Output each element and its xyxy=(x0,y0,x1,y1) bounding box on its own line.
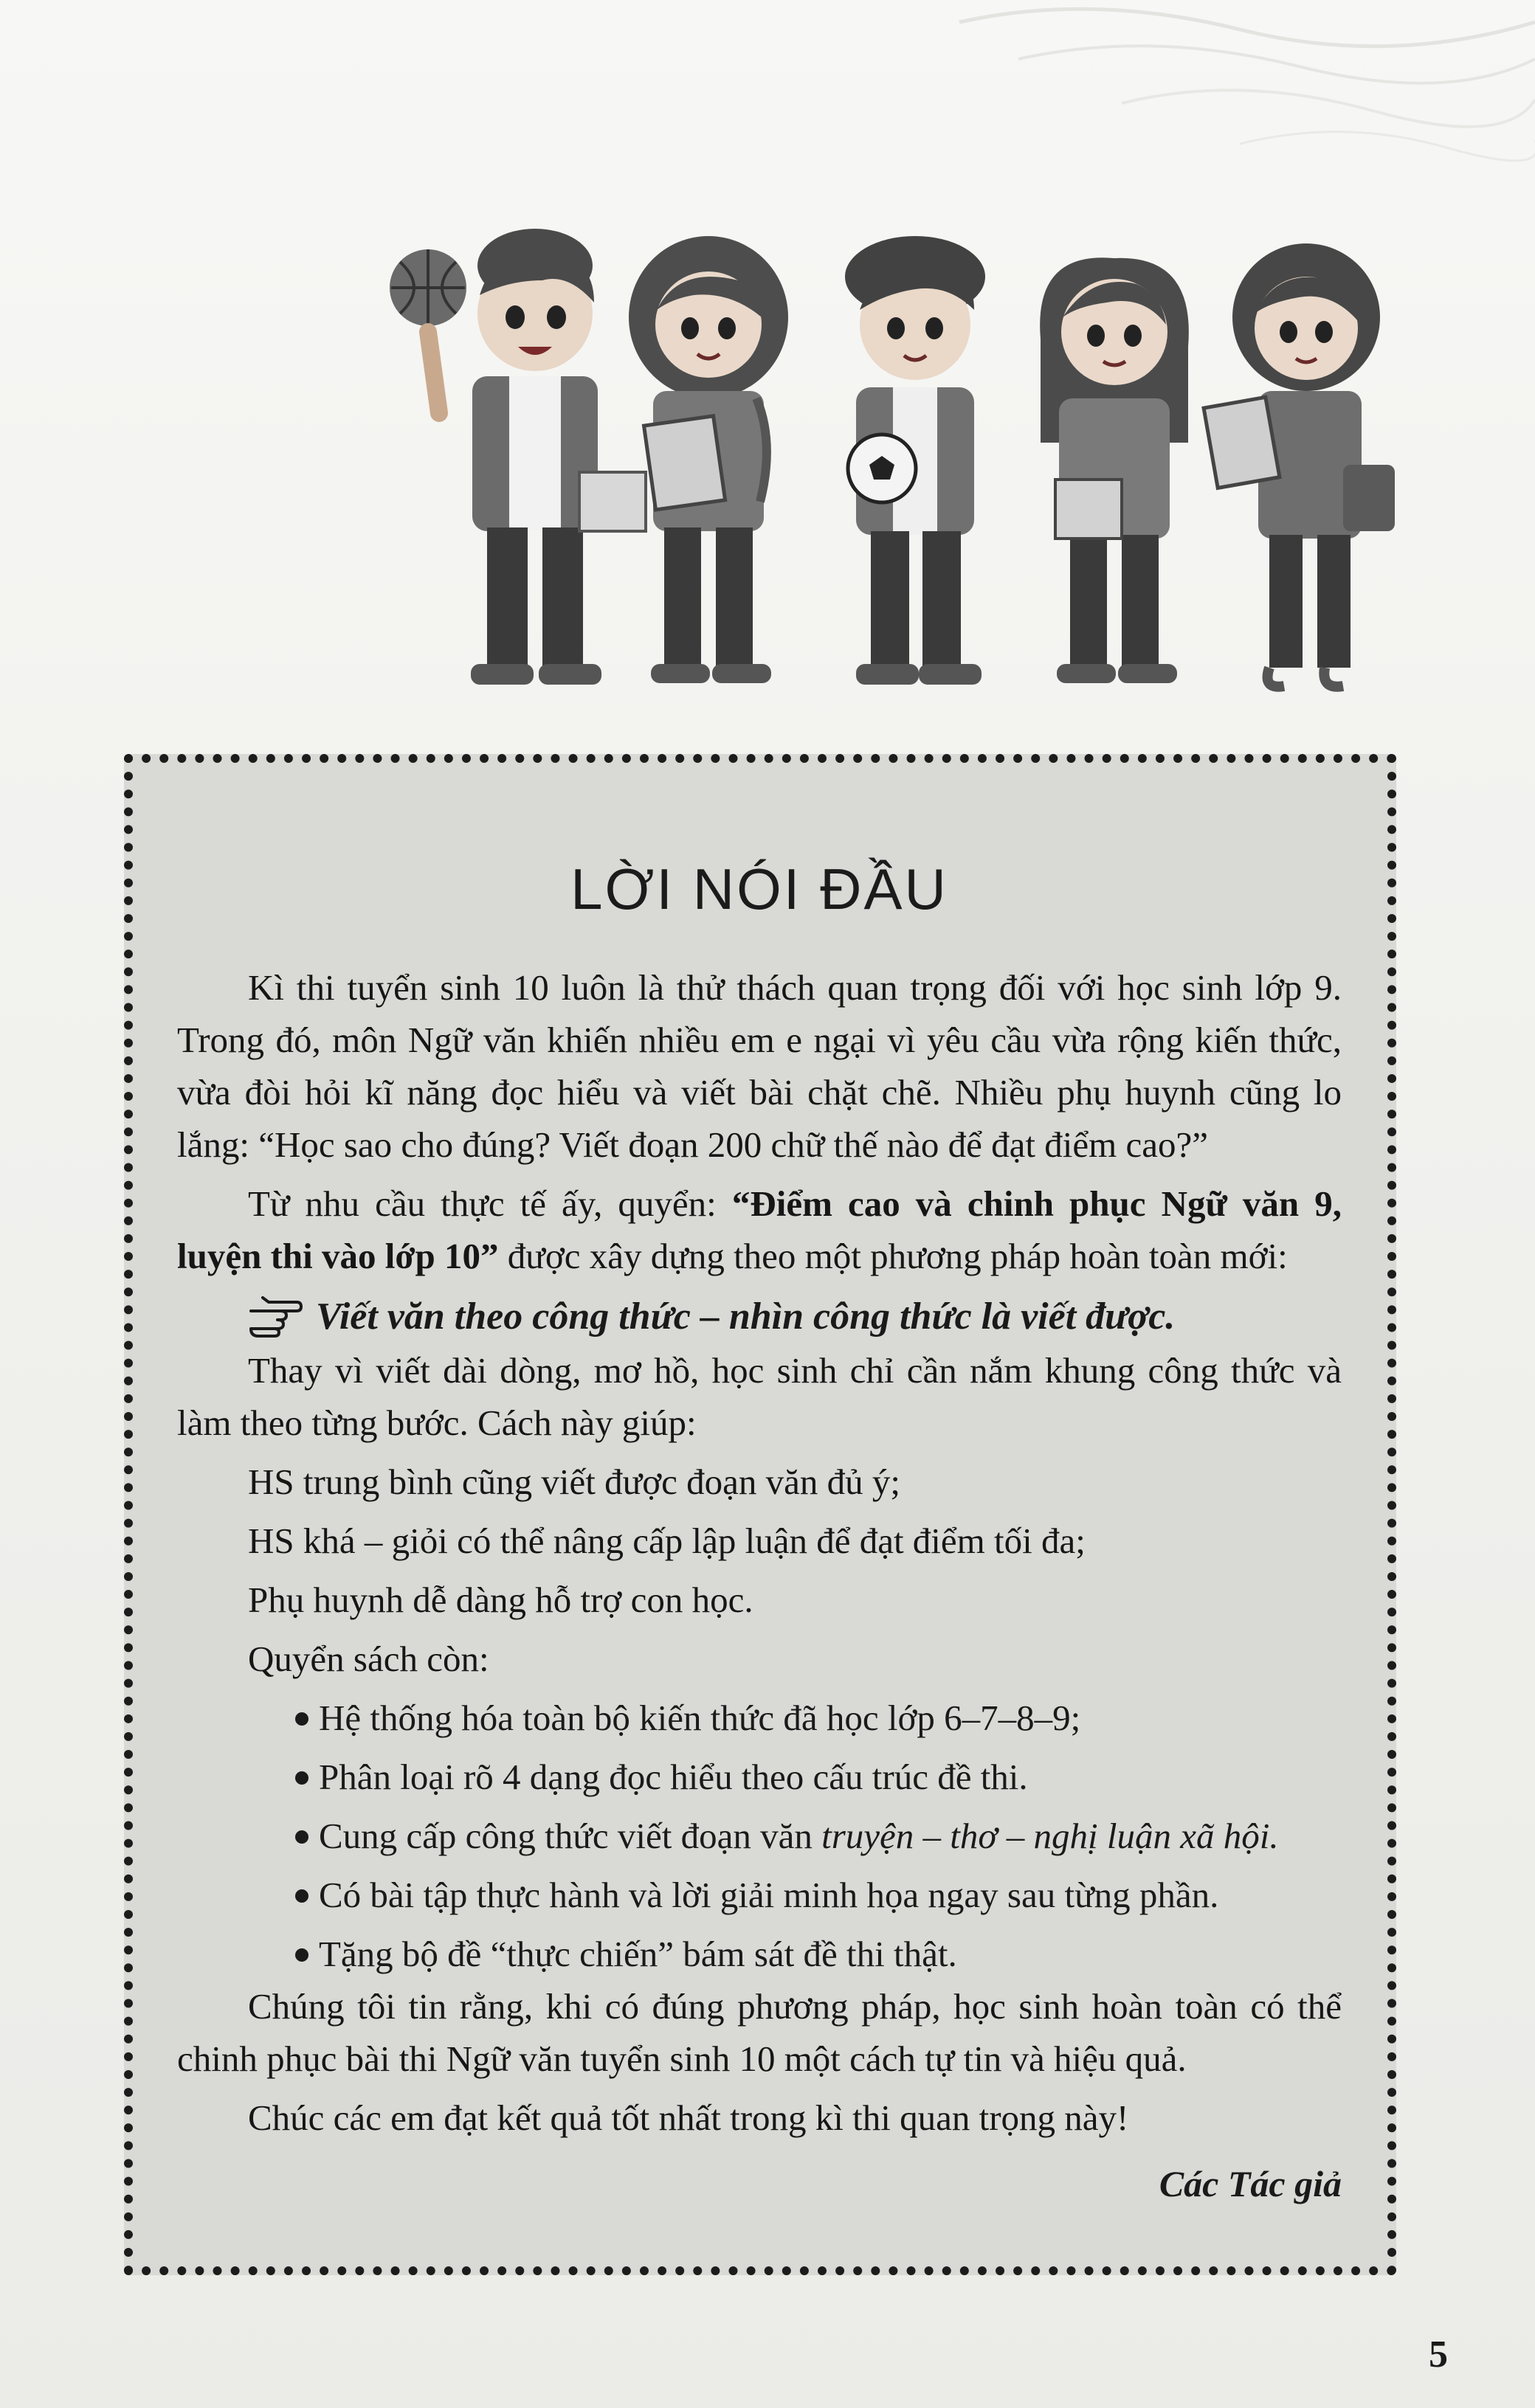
book-title-prefix: Từ nhu cầu thực tế ấy, quyển: xyxy=(248,1183,732,1224)
bullet-icon xyxy=(295,1948,308,1962)
basketball-icon xyxy=(390,249,466,326)
pointing-hand-icon xyxy=(248,1296,303,1338)
method-paragraph: Thay vì viết dài dòng, mơ hồ, học sinh chỉ cần nắm khung công thức và làm theo từng bước. Cách này giúp: xyxy=(177,1350,1342,1443)
preface-title: LỜI NÓI ĐẦU xyxy=(570,857,948,921)
student-girl-longhair xyxy=(1040,257,1189,683)
wish-paragraph: Chúc các em đạt kết quả tốt nhất trong kì thi quan trọng này! xyxy=(248,2097,1129,2138)
book-title: “Điểm cao và chinh phục Ngữ văn 9, luyện thi vào lớp 10” xyxy=(177,1183,1342,1276)
feature-list xyxy=(177,1692,1342,1980)
benefit-line-3: Phụ huynh dễ dàng hỗ trợ con học. xyxy=(248,1580,753,1620)
book-title-paragraph xyxy=(177,1177,1342,1282)
benefit-line-1: HS trung bình cũng viết được đoạn văn đủ ý; xyxy=(248,1461,900,1502)
soccer-ball-icon xyxy=(848,435,916,502)
page-number: 5 xyxy=(1429,2333,1448,2376)
intro-paragraph: Kì thi tuyển sinh 10 luôn là thử thách quan trọng đối với học sinh lớp 9. Trong đó, môn Ngữ văn khiến nhiều em e ngại vì yêu cầu vừa rộng kiến thức, vừa đòi hỏi kĩ năng đọc hiểu và viết bài chặt chẽ. Nhiều phụ huynh cũng lo lắng: “Học sao cho đúng? Viết đoạn 200 chữ thế nào để đạt điểm cao?” xyxy=(177,967,1342,1165)
preface-content xyxy=(177,763,1342,2210)
students-illustration xyxy=(384,221,1432,701)
bullet-icon xyxy=(295,1771,308,1785)
decorative-waves xyxy=(930,0,1535,177)
bullet-icon xyxy=(295,1830,308,1844)
list-item: Phân loại rõ 4 dạng đọc hiểu theo cấu trúc đề thi. xyxy=(295,1751,1342,1803)
method-highlight-text: Viết văn theo công thức – nhìn công thức là viết được. xyxy=(316,1295,1176,1338)
list-item: Tặng bộ đề “thực chiến” bám sát đề thi thật. xyxy=(295,1928,1342,1980)
student-girl-books xyxy=(629,236,788,683)
authors-signature: Các Tác giả xyxy=(1159,2163,1342,2204)
list-item: Có bài tập thực hành và lời giải minh họa ngay sau từng phần. xyxy=(295,1869,1342,1921)
method-highlight xyxy=(248,1290,1342,1344)
student-girl-bag xyxy=(1204,243,1395,687)
book-title-suffix: được xây dựng theo một phương pháp hoàn toàn mới: xyxy=(498,1236,1288,1276)
list-item: Cung cấp công thức viết đoạn văn truyện – thơ – nghị luận xã hội. xyxy=(295,1810,1342,1862)
student-boy-soccer xyxy=(845,236,985,685)
book-features-intro: Quyển sách còn: xyxy=(248,1639,489,1679)
student-boy-basketball xyxy=(384,229,646,685)
benefit-line-2: HS khá – giỏi có thể nâng cấp lập luận để đạt điểm tối đa; xyxy=(248,1520,1086,1561)
list-item: Hệ thống hóa toàn bộ kiến thức đã học lớp 6–7–8–9; xyxy=(295,1692,1342,1744)
book-icon xyxy=(579,472,646,531)
bullet-icon xyxy=(295,1712,308,1726)
preface-box xyxy=(124,754,1396,2275)
bullet-icon xyxy=(295,1889,308,1903)
closing-paragraph: Chúng tôi tin rằng, khi có đúng phương pháp, học sinh hoàn toàn có thể chinh phục bài thi Ngữ văn tuyển sinh 10 một cách tự tin và hiệu quả. xyxy=(177,1986,1342,2079)
